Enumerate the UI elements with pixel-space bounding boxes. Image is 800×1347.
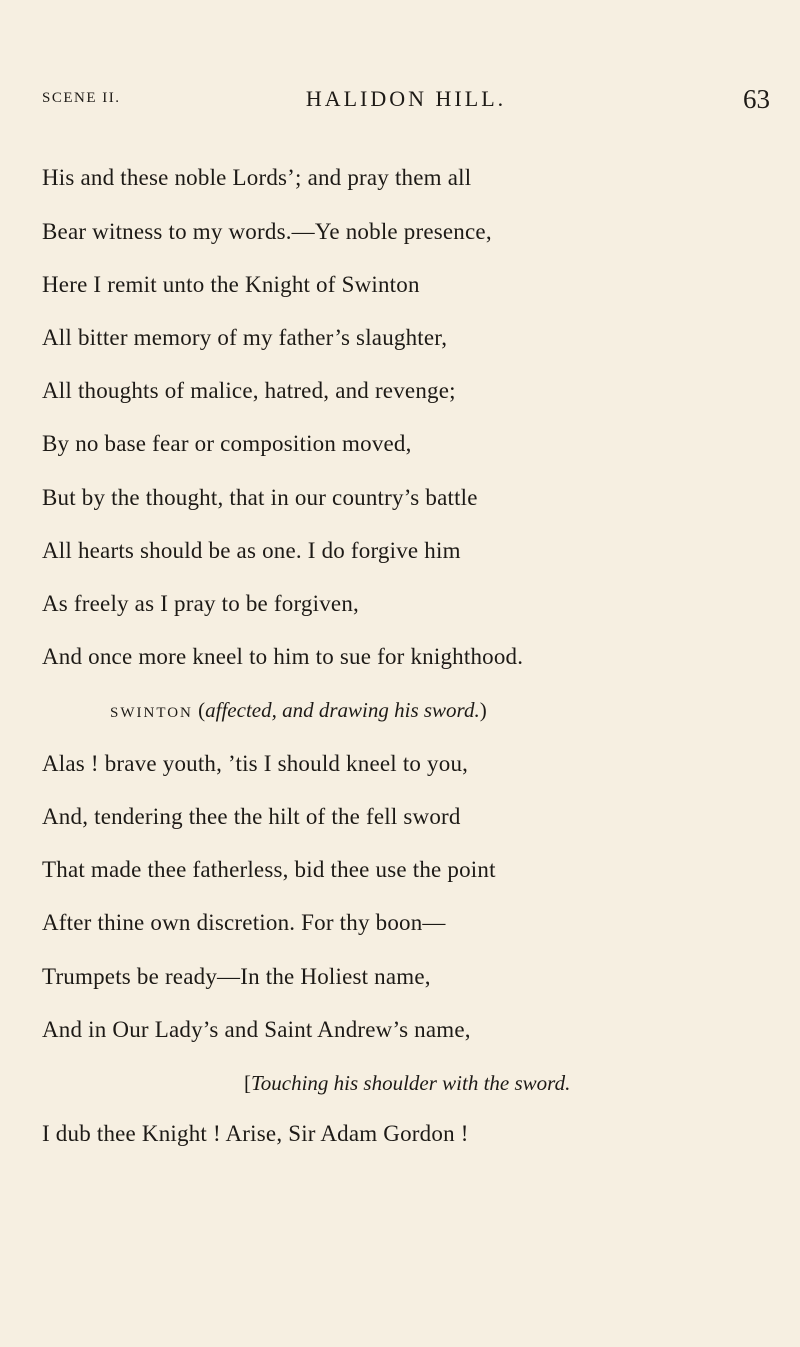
- page-title: HALIDON HILL.: [305, 86, 507, 111]
- verse-line: Here I remit unto the Knight of Swinton: [42, 272, 420, 297]
- verse-line: After thine own discretion. For thy boon—: [42, 910, 446, 935]
- verse-line: As freely as I pray to be forgiven,: [42, 591, 359, 616]
- verse-line: And in Our Lady’s and Saint Andrew’s name,: [42, 1017, 471, 1042]
- verse-line: That made thee fatherless, bid thee use the point: [42, 857, 496, 882]
- verse-line: His and these noble Lords’; and pray them all: [42, 165, 472, 190]
- verse-line: And, tendering thee the hilt of the fell sword: [42, 804, 461, 829]
- verse-line: And once more kneel to him to sue for knighthood.: [42, 644, 524, 669]
- verse-line: By no base fear or composition moved,: [42, 431, 412, 456]
- verse-line: Trumpets be ready—In the Holiest name,: [42, 964, 431, 989]
- verse-line: But by the thought, that in our country’s battle: [42, 485, 478, 510]
- speaker-direction: affected, and drawing his sword.: [205, 698, 480, 722]
- verse-line: All bitter memory of my father’s slaughter,: [42, 325, 448, 350]
- verse-line: All hearts should be as one. I do forgive him: [42, 538, 461, 563]
- speaker-close-paren: ): [479, 698, 487, 722]
- verse-line: All thoughts of malice, hatred, and revenge;: [42, 378, 456, 403]
- speaker-name: SWINTON: [110, 705, 193, 721]
- stage-direction: [244, 1071, 570, 1096]
- stage-direction-text: Touching his shoulder with the sword.: [251, 1071, 571, 1095]
- verse-line: Alas ! brave youth, ’tis I should kneel to you,: [42, 751, 469, 776]
- verse-line: I dub thee Knight ! Arise, Sir Adam Gordon !: [42, 1121, 469, 1146]
- verse-line: Bear witness to my words.—Ye noble presence,: [42, 219, 492, 244]
- speaker-open-paren: (: [198, 698, 206, 722]
- speaker-heading: [110, 698, 487, 723]
- scene-label: SCENE II.: [42, 90, 121, 106]
- page-number: 63: [743, 84, 770, 114]
- running-head: [42, 86, 770, 126]
- stage-direction-bracket: [: [244, 1071, 251, 1095]
